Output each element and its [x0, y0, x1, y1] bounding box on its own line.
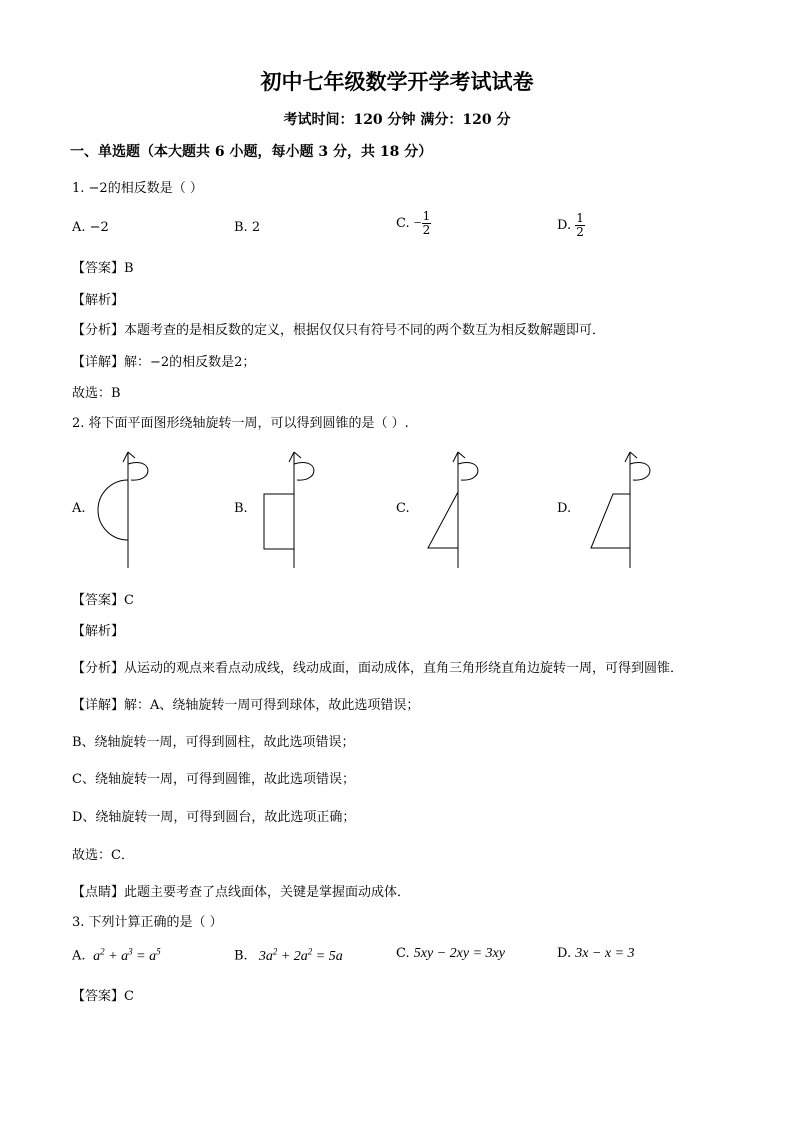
- q3-option-d: [557, 946, 635, 962]
- q2-c-line: C、绕轴旋转一周，可得到圆锥，故此选项错误；: [72, 772, 355, 787]
- q1-option-c-denominator: 2: [422, 223, 431, 237]
- q2-choice: 故选：C．: [72, 848, 134, 863]
- semicircle-figure-icon: [95, 444, 165, 570]
- q2-dianjing: 【点睛】此题主要考查了点线面体，关键是掌握面动成体．: [72, 885, 411, 900]
- q2-analysis-tag: 【解析】: [72, 624, 125, 639]
- q1-option-a: A. −2: [72, 220, 109, 235]
- q1-option-d-label: D.: [557, 218, 572, 233]
- q1-answer: 【答案】B: [72, 261, 134, 276]
- q3-answer: 【答案】C: [72, 989, 134, 1004]
- q3-option-b: [234, 946, 343, 965]
- trapezoid-figure-icon: [587, 444, 657, 570]
- q2-b-line: B、绕轴旋转一周，可得到圆柱，故此选项错误；: [72, 735, 355, 750]
- q1-xiangjie: 【详解】解：−2的相反数是2；: [72, 355, 256, 370]
- q2-stem: 2. 将下面平面图形绕轴旋转一周，可以得到圆锥的是（ ）.: [72, 416, 409, 431]
- q3-stem: 3. 下列计算正确的是（ ）: [72, 915, 223, 930]
- q1-option-d-denominator: 2: [576, 225, 584, 239]
- q3-option-b-label: B.: [234, 948, 248, 964]
- q1-option-c: [396, 210, 431, 237]
- q3-option-a: [72, 946, 161, 965]
- q3-option-a-label: A.: [72, 948, 86, 964]
- q3-option-c: [396, 946, 505, 962]
- q1-choice: 故选：B: [72, 386, 121, 401]
- q1-option-b: B. 2: [234, 220, 261, 235]
- exam-title: 初中七年级数学开学考试试卷: [260, 69, 534, 94]
- q2-d-line: D、绕轴旋转一周，可得到圆台，故此选项正确；: [72, 810, 356, 825]
- q3-option-b-expression: $3a^2 + 2a^2 = 5a$: [251, 946, 343, 964]
- q1-stem: 1. −2的相反数是（ ）: [72, 181, 203, 196]
- q2-xiangjie: 【详解】解：A、绕轴旋转一周可得到球体，故此选项错误；: [72, 698, 420, 713]
- right-triangle-figure-icon: [424, 444, 494, 570]
- q3-option-c-label: C.: [396, 946, 410, 961]
- q1-option-c-label: C.: [396, 216, 410, 231]
- q1-fenxi: 【分析】本题考查的是相反数的定义，根据仅仅只有符号不同的两个数互为相反数解题即可．: [72, 323, 606, 338]
- q2-answer: 【答案】C: [72, 593, 134, 608]
- q3-option-c-expression: 5xy − 2xy = 3xy: [413, 946, 505, 961]
- q3-option-d-label: D.: [557, 946, 572, 961]
- rectangle-figure-icon: [258, 444, 328, 570]
- q2-option-b-label: B.: [234, 501, 248, 516]
- q2-option-c-label: C.: [396, 501, 410, 516]
- q1-option-d-fraction: [575, 212, 585, 239]
- q1-option-d: [557, 212, 585, 239]
- section-heading: 一、单选题（本大题共 6 小题，每小题 3 分，共 18 分）: [70, 144, 433, 160]
- q3-option-d-expression: 3x − x = 3: [575, 946, 635, 961]
- q1-option-c-numerator: 1: [422, 209, 431, 223]
- q1-analysis-tag: 【解析】: [72, 293, 125, 308]
- q2-option-d-label: D.: [557, 501, 572, 516]
- q3-option-a-expression: $a^2 + a^3 = a^5$: [89, 946, 161, 964]
- q1-option-c-fraction: [422, 210, 432, 237]
- q2-fenxi: 【分析】从运动的观点来看点动成线，线动成面，面动成体，直角三角形绕直角边旋转一周，可得到圆锥．: [72, 661, 684, 676]
- q1-option-d-numerator: 1: [576, 211, 584, 225]
- q1-option-c-sign: −: [413, 216, 422, 231]
- exam-subtitle: 考试时间：120 分钟 满分：120 分: [283, 112, 511, 128]
- q2-option-a-label: A.: [72, 501, 86, 516]
